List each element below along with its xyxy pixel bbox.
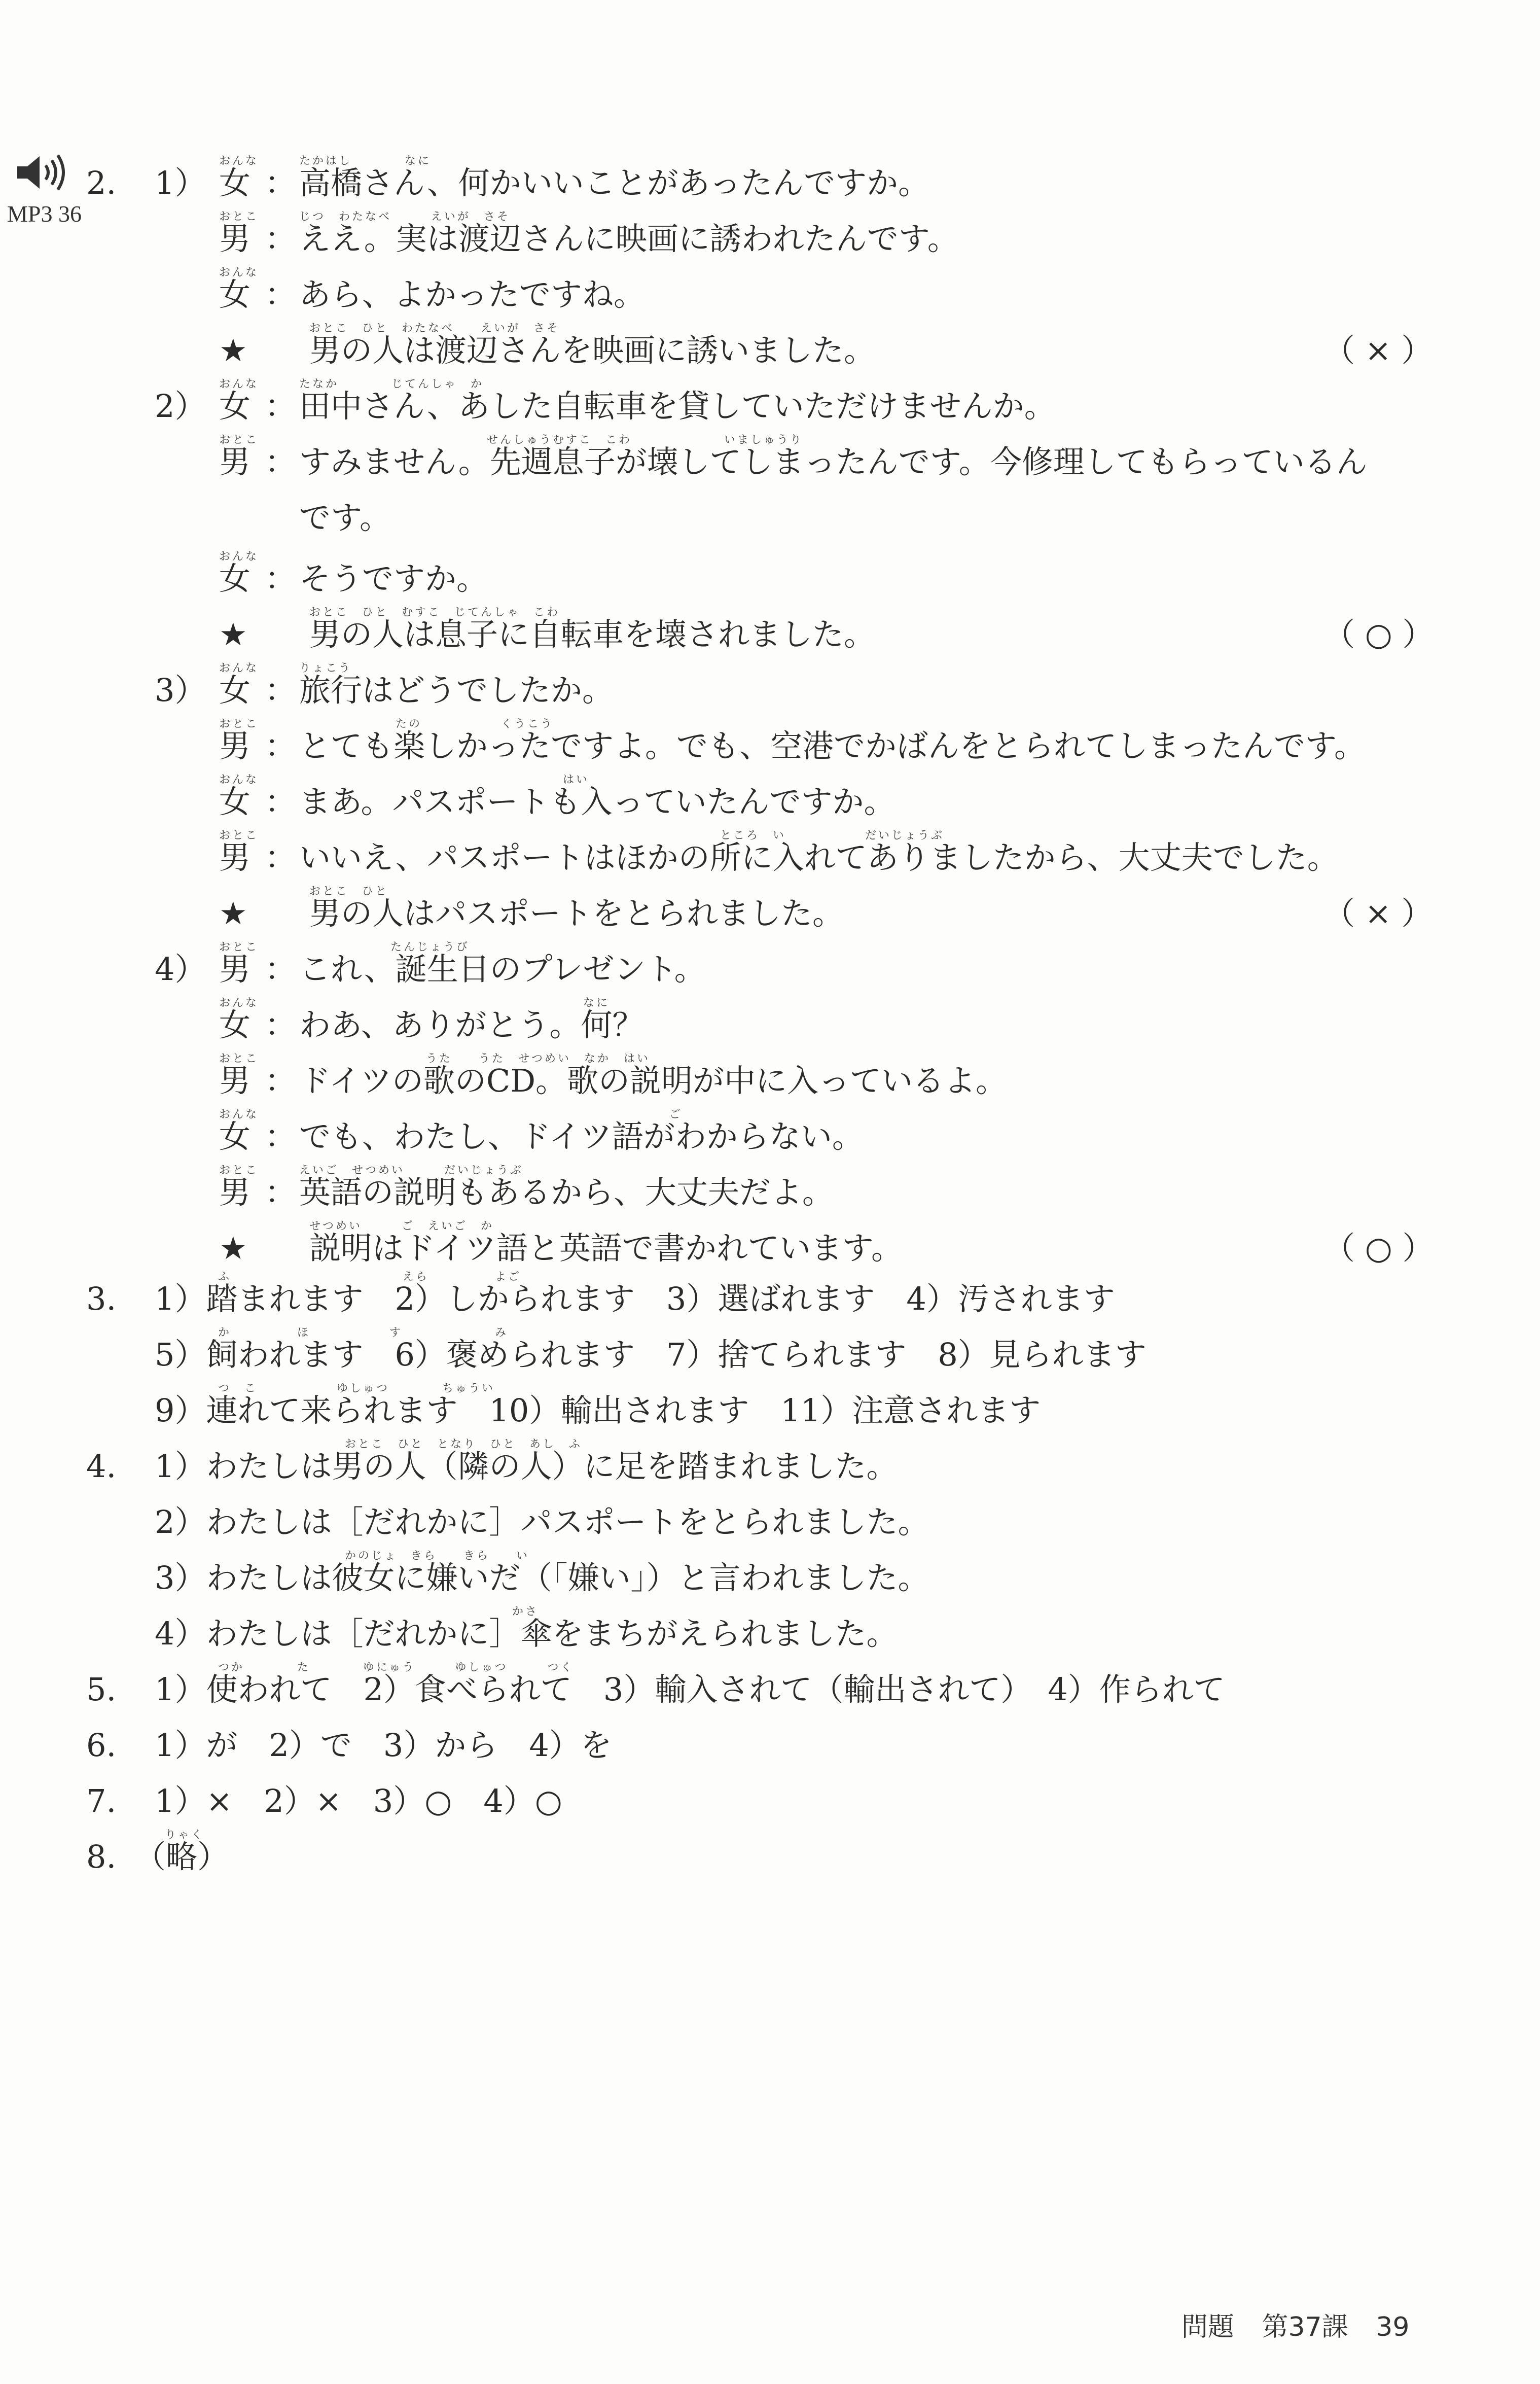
q2-1-l2-speaker-ruby: おとこ	[219, 211, 259, 223]
q4-row4-ruby: かさ	[512, 1605, 539, 1618]
q2-1-l2-speaker: 男	[219, 220, 251, 257]
q3-row3-ruby: つ こ ゆしゅつ ちゅうい	[218, 1382, 495, 1395]
q2-2-l1-speaker: 女	[219, 388, 251, 425]
q2-3-l3-ruby: はい	[563, 774, 590, 786]
q2-4-l4-speaker: 女	[219, 1118, 251, 1155]
colon: ：	[265, 727, 297, 764]
page-footer	[1181, 2305, 1428, 2343]
q2-3-l1-ruby: りょこう	[299, 662, 352, 675]
q2-2-l1-text: 田中さん、あした自転車を貸していただけませんか。	[299, 388, 1056, 425]
q2-1-statement: 男の人は渡辺さんを映画に誘いました。	[309, 332, 876, 369]
q2-4-l2-ruby: なに	[583, 997, 610, 1009]
q2-2-l2-speaker: 男	[219, 443, 251, 480]
q2-4-l4-ruby: ご	[669, 1108, 683, 1121]
q2-2-statement: 男の人は息子に自転車を壊されました。	[309, 616, 876, 653]
q5-number: 5.	[86, 1671, 117, 1708]
q2-1-l2-text: ええ。実は渡辺さんに映画に誘われたんです。	[299, 220, 959, 257]
q6-answers: 1）が 2）で 3）から 4）を	[155, 1727, 612, 1764]
q2-4-l4-text: でも、わたし、ドイツ語がわからない。	[299, 1118, 864, 1155]
star-icon: ★	[219, 616, 247, 653]
colon: ：	[265, 1174, 297, 1211]
q2-3-number: 3）	[155, 672, 206, 709]
q2-3-l1-speaker-ruby: おんな	[219, 662, 259, 675]
colon: ：	[265, 1006, 297, 1043]
q4-row1: 1）わたしは男の人（隣の人）に足を踏まれました。	[155, 1448, 898, 1485]
q2-3-l3-speaker-ruby: おんな	[219, 774, 259, 786]
colon: ：	[265, 951, 297, 988]
q7-answers: 1）× 2）× 3）○ 4）○	[155, 1782, 562, 1819]
q2-2-statement-ruby: おとこ ひと むすこ じてんしゃ こわ	[309, 606, 560, 619]
q2-4-statement-ruby: せつめい ご えいご か	[309, 1220, 494, 1233]
q2-1-l2-ruby: じつ わたなべ えいが さそ	[299, 211, 511, 223]
q8-answer: （略）	[134, 1838, 229, 1875]
colon: ：	[265, 672, 297, 709]
q3-row2-ruby: か ほ す み	[218, 1326, 509, 1339]
q2-4-l4-speaker-ruby: おんな	[219, 1108, 259, 1121]
star-icon: ★	[219, 1230, 247, 1267]
q2-4-l3-speaker: 男	[219, 1062, 251, 1099]
q2-3-answer: （ × ）	[1323, 895, 1433, 932]
speaker-icon[interactable]	[14, 152, 70, 193]
q2-1-l3-speaker: 女	[219, 276, 251, 313]
footer-label: 問題	[1181, 2312, 1235, 2342]
q2-3-l4-text: いいえ、パスポートはほかの所に入れてありましたから、大丈夫でした。	[299, 839, 1339, 876]
q2-1-l3-speaker-ruby: おんな	[219, 266, 259, 279]
q3-row3: 9）連れて来られます 10）輸出されます 11）注意されます	[155, 1392, 1041, 1429]
colon: ：	[265, 1062, 297, 1099]
page-number: 39	[1376, 2312, 1410, 2342]
q8-number: 8.	[86, 1838, 117, 1875]
q2-2-l3-text: です。	[299, 499, 391, 536]
q2-1-l1-text: 高橋さん、何かいいことがあったんですか。	[299, 164, 930, 201]
q3-row2: 5）飼われます 6）褒められます 7）捨てられます 8）見られます	[155, 1336, 1147, 1373]
q2-2-number: 2）	[155, 388, 206, 425]
q4-row1-ruby: おとこ ひと となり ひと あし ふ	[345, 1438, 583, 1451]
q2-3-l4-ruby: ところ い だいじょうぶ	[720, 829, 945, 842]
q2-4-l5-speaker: 男	[219, 1174, 251, 1211]
q2-4-l5-ruby: えいご せつめい だいじょうぶ	[299, 1164, 524, 1177]
q2-3-l4-speaker: 男	[219, 839, 251, 876]
q2-4-l1-speaker-ruby: おとこ	[219, 941, 259, 954]
colon: ：	[265, 1118, 297, 1155]
q2-2-l1-ruby: たなか じてんしゃ か	[299, 378, 484, 391]
q2-number: 2.	[86, 164, 117, 201]
q3-row1: 1）踏まれます 2）しかられます 3）選ばれます 4）汚されます	[155, 1280, 1115, 1317]
q2-2-l2-speaker-ruby: おとこ	[219, 434, 259, 446]
q2-2-l2-ruby: せんしゅうむすこ こわ いましゅうり	[487, 434, 804, 446]
q5-answers: 1）使われて 2）食べられて 3）輸入されて（輸出されて） 4）作られて	[155, 1671, 1225, 1708]
q2-1-l1-speaker: 女	[219, 164, 251, 201]
q4-row3: 3）わたしは彼女に嫌いだ（「嫌い」）と言われました。	[155, 1559, 929, 1596]
q2-3-l2-text: とても楽しかったですよ。でも、空港でかばんをとられてしまったんです。	[299, 727, 1366, 764]
colon: ：	[265, 276, 297, 313]
colon: ：	[265, 388, 297, 425]
q2-1-l1-speaker-ruby: おんな	[219, 155, 259, 167]
q2-4-l1-text: これ、誕生日のプレゼント。	[299, 951, 706, 988]
q2-4-l5-text: 英語の説明もあるから、大丈夫だよ。	[299, 1174, 834, 1211]
colon: ：	[265, 783, 297, 820]
q2-1-statement-ruby: おとこ ひと わたなべ えいが さそ	[309, 322, 560, 335]
q2-3-l3-speaker: 女	[219, 783, 251, 820]
star-icon: ★	[219, 332, 247, 369]
q7-number: 7.	[86, 1782, 117, 1819]
q2-2-l4-speaker: 女	[219, 560, 251, 597]
q2-4-l1-ruby: たんじょうび	[390, 941, 470, 954]
q2-1-l1-ruby: たかはし なに	[299, 155, 432, 167]
q2-1-l3-text: あら、よかったですね。	[299, 276, 646, 313]
star-icon: ★	[219, 895, 247, 932]
q2-3-statement: 男の人はパスポートをとられました。	[309, 895, 844, 932]
q6-number: 6.	[86, 1727, 117, 1764]
q2-3-l4-speaker-ruby: おとこ	[219, 829, 259, 842]
q8-ruby: りゃく	[165, 1829, 205, 1841]
q4-number: 4.	[86, 1448, 117, 1485]
q4-row4: 4）わたしは［だれかに］傘をまちがえられました。	[155, 1615, 898, 1652]
q5-ruby: つか た ゆにゅう ゆしゅつ つく	[218, 1661, 574, 1674]
q2-2-l4-text: そうですか。	[299, 560, 488, 597]
colon: ：	[265, 220, 297, 257]
q2-3-l1-text: 旅行はどうでしたか。	[299, 672, 614, 709]
colon: ：	[265, 443, 297, 480]
q2-3-statement-ruby: おとこ ひと	[309, 885, 389, 898]
q2-2-l2-text: すみません。先週息子が壊してしまったんです。今修理してもらっているん	[299, 443, 1368, 480]
q2-4-l5-speaker-ruby: おとこ	[219, 1164, 259, 1177]
q2-4-statement: 説明はドイツ語と英語で書かれています。	[309, 1230, 903, 1267]
q2-4-number: 4）	[155, 951, 206, 988]
q4-row2: 2）わたしは［だれかに］パスポートをとられました。	[155, 1503, 929, 1540]
q2-1-answer: （ × ）	[1323, 332, 1433, 369]
q2-4-l2-speaker-ruby: おんな	[219, 997, 259, 1009]
q3-row1-ruby: ふ えら よご	[218, 1271, 522, 1283]
q2-4-l2-text: わあ、ありがとう。何？	[299, 1006, 644, 1043]
q2-3-l3-text: まあ。パスポートも入っていたんですか。	[299, 783, 896, 820]
q2-4-l1-speaker: 男	[219, 951, 251, 988]
colon: ：	[265, 560, 297, 597]
q2-3-l2-speaker: 男	[219, 727, 251, 764]
q4-row3-ruby: かのじょ きら きら い	[345, 1550, 530, 1562]
q2-2-answer: （ ○ ）	[1323, 616, 1434, 653]
q2-3-l2-ruby: たの くうこう	[396, 718, 554, 730]
q2-2-l1-speaker-ruby: おんな	[219, 378, 259, 391]
q2-4-answer: （ ○ ）	[1323, 1230, 1434, 1267]
footer-lesson: 第37課	[1262, 2312, 1348, 2342]
q2-2-l4-speaker-ruby: おんな	[219, 550, 259, 563]
q3-number: 3.	[86, 1280, 117, 1317]
q2-4-l3-text: ドイツの歌のCD。歌の説明が中に入っているよ。	[299, 1062, 1008, 1099]
q2-3-l1-speaker: 女	[219, 672, 251, 709]
mp3-track-label: MP3 36	[7, 201, 82, 227]
q2-3-l2-speaker-ruby: おとこ	[219, 718, 259, 730]
q2-4-l2-speaker: 女	[219, 1006, 251, 1043]
q2-4-l3-speaker-ruby: おとこ	[219, 1053, 259, 1065]
q2-4-l3-ruby: うた うた せつめい なか はい	[426, 1053, 651, 1065]
colon: ：	[265, 839, 297, 876]
colon: ：	[265, 164, 297, 201]
q2-1-number: 1）	[155, 164, 206, 201]
